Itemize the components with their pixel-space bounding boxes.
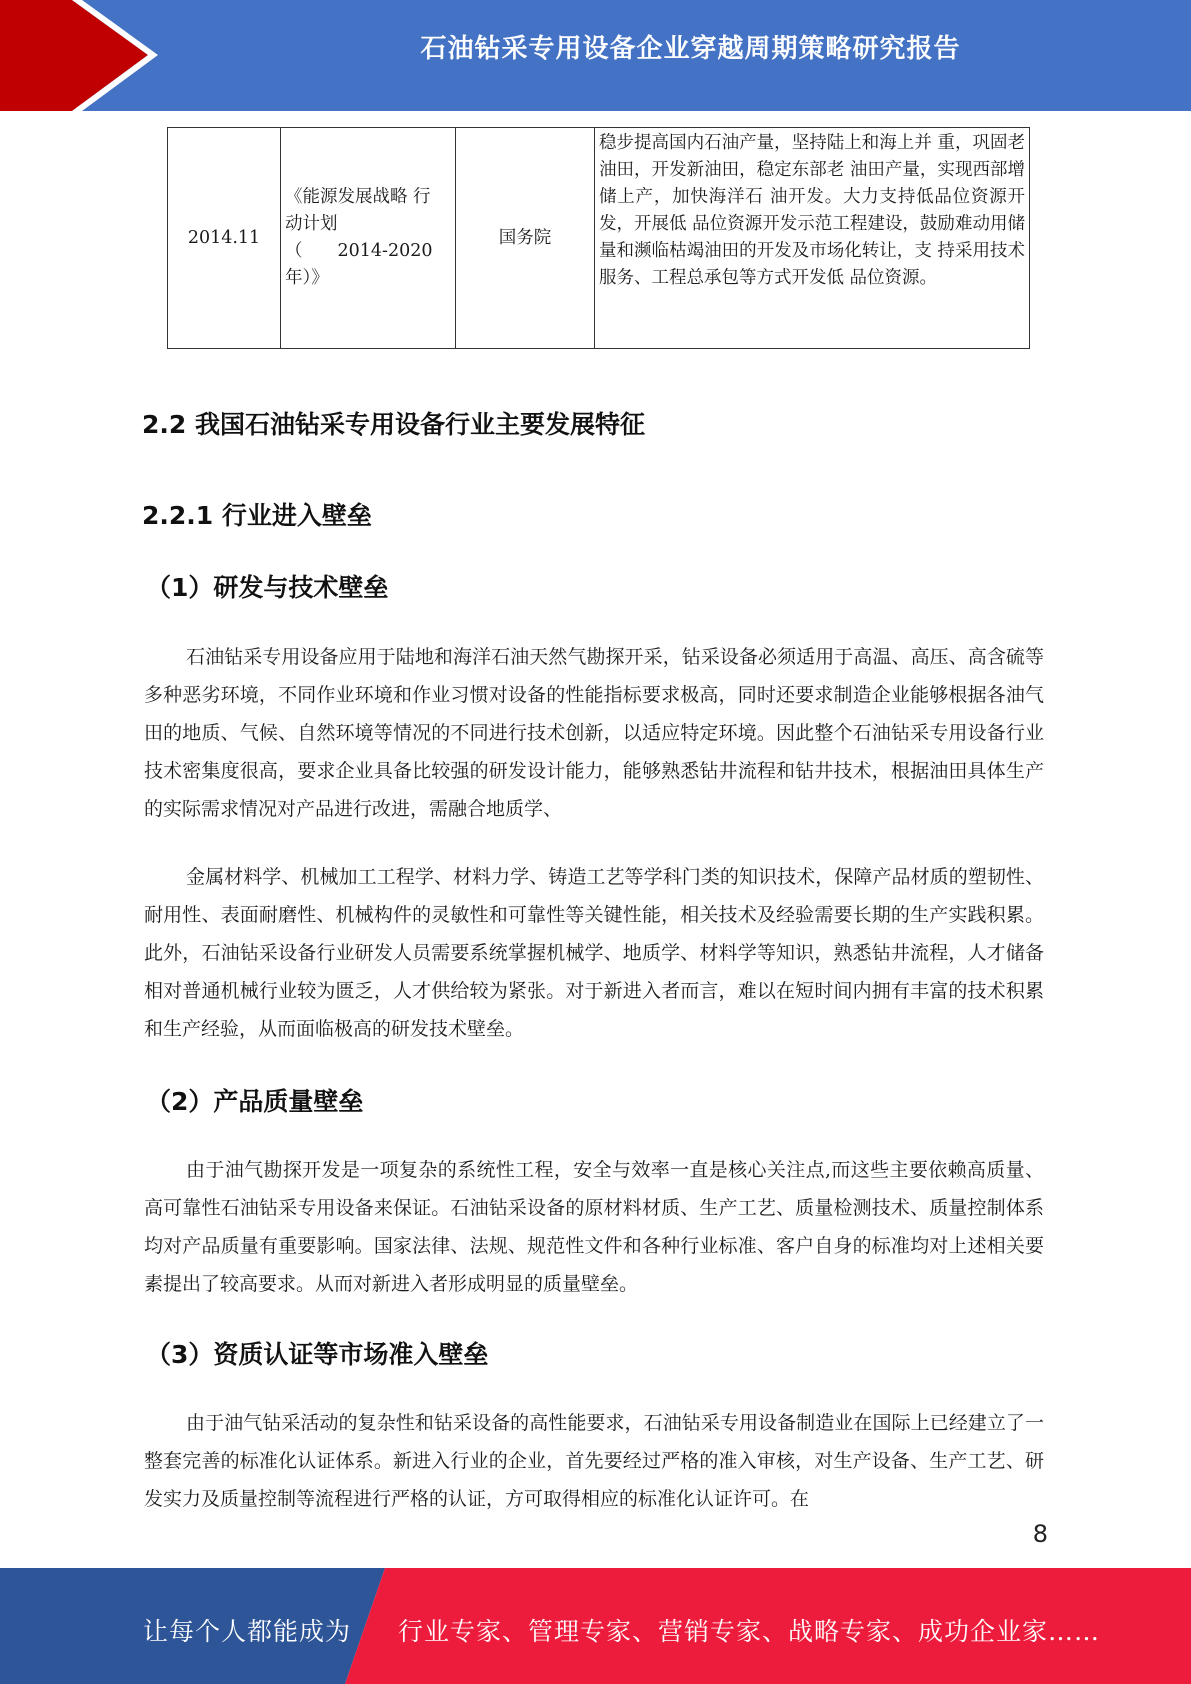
policy-document — [281, 128, 456, 349]
page-number: 8 — [1032, 1520, 1048, 1548]
policy-issuer: 国务院 — [456, 128, 595, 349]
policy-document-line: 年）》 — [285, 268, 329, 288]
section-heading: 2.2 我国石油钻采专用设备行业主要发展特征 — [142, 410, 645, 439]
footer-slogan-right: 行业专家、管理专家、营销专家、战略专家、成功企业家…… — [398, 1617, 1101, 1646]
body-paragraph: 石油钻采专用设备应用于陆地和海洋石油天然气勘探开采，钻采设备必须适用于高温、高压、高含硫等多种恶劣环境，不同作业环境和作业习惯对设备的性能指标要求极高，同时还要求制造企业能够根据各油气田的地质、气候、自然环境等情况的不同进行技术创新，以适应特定环境。因此整个石油钻采专用设备行业技术密集度很高，要求企业具备比较强的研发设计能力，能够熟悉钻井流程和钻井技术，根据油田具体生产的实际需求情况对产品进行改进，需融合地质学、 — [144, 646, 1044, 820]
policy-table — [167, 127, 1030, 349]
policy-document-line: 动计划 — [285, 214, 338, 234]
policy-document-line: 《能源发展战略 行 — [285, 187, 431, 207]
item-title-rd-barrier: （1）研发与技术壁垒 — [146, 573, 389, 602]
page-footer — [0, 1568, 1191, 1684]
item-title-quality-barrier: （2）产品质量壁垒 — [146, 1087, 364, 1116]
item-title-certification-barrier: （3）资质认证等市场准入壁垒 — [146, 1340, 489, 1369]
body-paragraph: 金属材料学、机械加工工程学、材料力学、铸造工艺等学科门类的知识技术，保障产品材质的塑韧性、耐用性、表面耐磨性、机械构件的灵敏性和可靠性等关键性能，相关技术及经验需要长期的生产实践积累。此外，石油钻采设备行业研发人员需要系统掌握机械学、地质学、材料学等知识，熟悉钻井流程，人才储备相对普通机械行业较为匮乏，人才供给较为紧张。对于新进入者而言，难以在短时间内拥有丰富的技术积累和生产经验，从而面临极高的研发技术壁垒。 — [144, 866, 1044, 1040]
policy-document-line: （ 2014-2020 — [285, 241, 433, 261]
policy-date: 2014.11 — [168, 128, 281, 349]
page-header — [0, 0, 1191, 111]
footer-slogan-left: 让每个人都能成为 — [143, 1617, 352, 1646]
body-paragraph: 由于油气钻采活动的复杂性和钻采设备的高性能要求，石油钻采专用设备制造业在国际上已经建立了一整套完善的标准化认证体系。新进入行业的企业，首先要经过严格的准入审核，对生产设备、生产工艺、研发实力及质量控制等流程进行严格的认证，方可取得相应的标准化认证许可。在 — [144, 1412, 1044, 1510]
table-row — [168, 128, 1030, 349]
policy-content: 稳步提高国内石油产量，坚持陆上和海上并 重，巩固老油田，开发新油田，稳定东部老 油田产量，实现西部增储上产，加快海洋石 油开发。大力支持低品位资源开发，开展低 品位资源开发示范工程建设，鼓励难动用储 量和濒临枯竭油田的开发及市场化转让，支 持采用技术服务、工程总承包等方式开发低 品位资源。 — [595, 128, 1030, 349]
body-paragraph: 由于油气勘探开发是一项复杂的系统性工程，安全与效率一直是核心关注点,而这些主要依赖高质量、高可靠性石油钻采专用设备来保证。石油钻采设备的原材料材质、生产工艺、质量检测技术、质量控制体系均对产品质量有重要影响。国家法律、法规、规范性文件和各种行业标准、客户自身的标准均对上述相关要素提出了较高要求。从而对新进入者形成明显的质量壁垒。 — [144, 1159, 1044, 1295]
report-title: 石油钻采专用设备企业穿越周期策略研究报告 — [420, 34, 961, 64]
subsection-heading: 2.2.1 行业进入壁垒 — [142, 501, 372, 530]
